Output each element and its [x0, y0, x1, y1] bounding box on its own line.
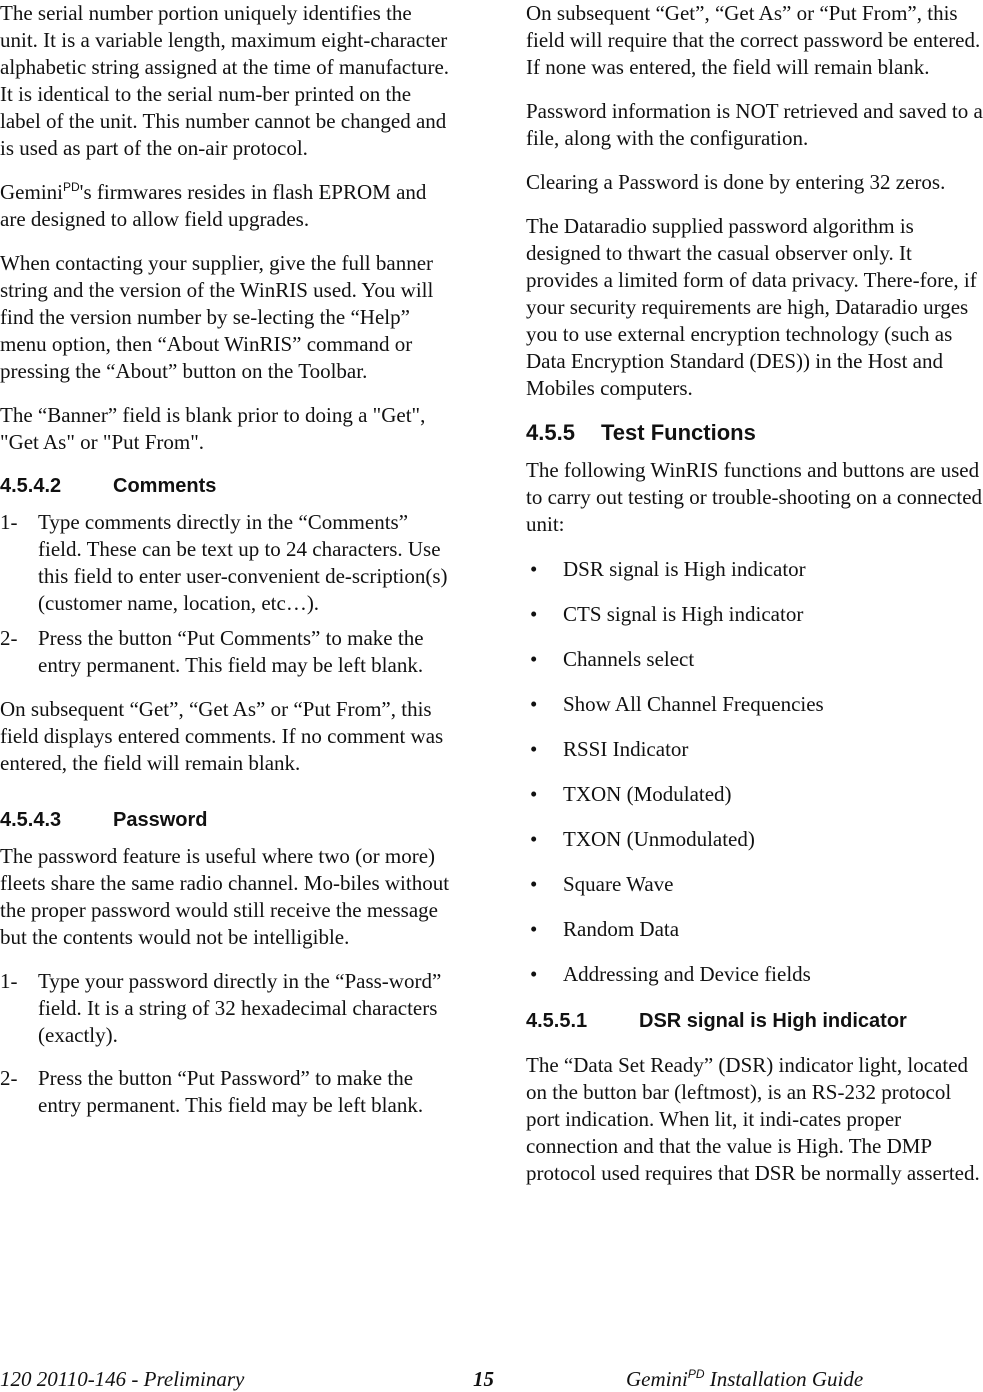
clearing-password-paragraph: Clearing a Password is done by entering 32 zeros.	[526, 170, 946, 194]
bullet-glyph: •	[530, 737, 538, 761]
password-subsequent-paragraph: On subsequent “Get”, “Get As” or “Put From”, this field will require that the correct password be entered. If none was entered, the field will remain blank.	[526, 1, 981, 79]
comments-heading-number: 4.5.4.2	[0, 475, 62, 497]
list-item	[526, 961, 983, 988]
list-item	[0, 625, 452, 679]
bullet-text: CTS signal is High indicator	[563, 602, 804, 626]
list-item	[526, 871, 983, 898]
test-functions-heading-title: Test Functions	[601, 420, 756, 445]
password-heading	[0, 807, 452, 833]
list-item-number: 2-	[0, 1066, 18, 1090]
dsr-heading-title: DSR signal is High indicator	[639, 1010, 907, 1032]
serial-number-paragraph: The serial number portion uniquely identifies the unit. It is a variable length, maximum eight-character alphabetic string assigned at the time of manufacture. It is identical to the serial num-ber printed on the label of the unit. This number cannot be changed and is used as part of the on-air protocol.	[0, 1, 450, 160]
comments-heading-title: Comments	[113, 475, 217, 497]
password-algorithm-paragraph: The Dataradio supplied password algorithm is designed to thwart the casual observer only. It provides a limited form of data privacy. There-fore, if your security requirements are high, Dataradio urges you to use external encryption technology (such as Data Encryption Standard (DES)) in the Host and Mobiles computers.	[526, 214, 977, 400]
list-item	[526, 916, 983, 943]
dsr-heading	[526, 1008, 983, 1034]
banner-field-paragraph: The “Banner” field is blank prior to doing a "Get", "Get As" or "Put From".	[0, 403, 426, 454]
guide-product: Gemini	[626, 1367, 688, 1391]
list-item	[526, 736, 983, 763]
list-item	[0, 968, 452, 1049]
test-functions-intro: The following WinRIS functions and buttons are used to carry out testing or trouble-shooting on a connected unit:	[526, 458, 983, 536]
list-item	[526, 601, 983, 628]
password-intro-paragraph: The password feature is useful where two (or more) fleets share the same radio channel. Mo-biles without the proper password would still receive the message but the contents would not be intelligible.	[0, 844, 450, 949]
list-item	[526, 826, 983, 853]
guide-superscript: PD	[687, 1367, 705, 1381]
comments-heading	[0, 473, 452, 499]
password-not-saved-paragraph: Password information is NOT retrieved and saved to a file, along with the configuration.	[526, 99, 983, 150]
bullet-glyph: •	[530, 782, 538, 806]
bullet-glyph: •	[530, 602, 538, 626]
bullet-text: TXON (Unmodulated)	[563, 827, 755, 851]
firmware-paragraph	[0, 179, 452, 233]
dsr-paragraph: The “Data Set Ready” (DSR) indicator light, located on the button bar (leftmost), is an RS-232 protocol port indication. When lit, it indi-cates proper connection and that the value is High. The DMP protocol used requires that DSR be normally asserted.	[526, 1053, 980, 1185]
left-column	[0, 0, 452, 1127]
bullet-text: DSR signal is High indicator	[563, 557, 806, 581]
list-item-text: Press the button “Put Password” to make the entry permanent. This field may be left blank.	[38, 1066, 424, 1117]
list-item	[0, 509, 452, 617]
list-item	[0, 1065, 452, 1119]
comments-after-paragraph: On subsequent “Get”, “Get As” or “Put From”, this field displays entered comments. If no comment was entered, the field will remain blank.	[0, 697, 444, 775]
bullet-text: Show All Channel Frequencies	[563, 692, 824, 716]
bullet-glyph: •	[530, 647, 538, 671]
bullet-glyph: •	[530, 557, 538, 581]
bullet-glyph: •	[530, 917, 538, 941]
bullet-glyph: •	[530, 872, 538, 896]
product-name: Gemini	[0, 180, 63, 204]
dsr-heading-number: 4.5.5.1	[526, 1010, 588, 1032]
page-number: 15	[473, 1367, 494, 1391]
list-item	[526, 646, 983, 673]
bullet-text: Addressing and Device fields	[563, 962, 811, 986]
product-superscript: PD	[63, 180, 80, 194]
test-functions-heading-number: 4.5.5	[526, 420, 575, 445]
firmware-text: 's firmwares resides in flash EPROM and are designed to allow field upgrades.	[0, 180, 427, 231]
list-item-text: Type your password directly in the “Pass-word” field. It is a string of 32 hexadecimal characters (exactly).	[38, 969, 442, 1047]
list-item	[526, 781, 983, 808]
list-item-number: 1-	[0, 510, 18, 534]
right-column	[526, 0, 983, 1204]
bullet-text: Channels select	[563, 647, 695, 671]
list-item	[526, 556, 983, 583]
contact-supplier-paragraph: When contacting your supplier, give the full banner string and the version of the WinRIS used. You will find the version number by se-lecting the “Help” menu option, then “About WinRIS” command or pressing the “About” button on the Toolbar.	[0, 251, 434, 383]
bullet-glyph: •	[530, 692, 538, 716]
list-item-text: Type comments directly in the “Comments” field. These can be text up to 24 characters. Use this field to enter user-convenient de-scription(s) (customer name, location, etc…).	[38, 510, 448, 615]
document-id: 120 20110-146 - Preliminary	[0, 1367, 245, 1391]
test-functions-heading	[526, 419, 983, 447]
password-heading-number: 4.5.4.3	[0, 809, 62, 831]
password-heading-title: Password	[113, 809, 208, 831]
bullet-glyph: •	[530, 962, 538, 986]
guide-rest: Installation Guide	[704, 1367, 864, 1391]
bullet-text: TXON (Modulated)	[563, 782, 732, 806]
bullet-text: Square Wave	[563, 872, 674, 896]
list-item-text: Press the button “Put Comments” to make the entry permanent. This field may be left blank.	[38, 626, 424, 677]
bullet-glyph: •	[530, 827, 538, 851]
guide-title	[626, 1366, 863, 1392]
bullet-text: RSSI Indicator	[563, 737, 689, 761]
bullet-text: Random Data	[563, 917, 680, 941]
list-item	[526, 691, 983, 718]
page-footer	[0, 1366, 983, 1392]
list-item-number: 1-	[0, 969, 18, 993]
list-item-number: 2-	[0, 626, 18, 650]
